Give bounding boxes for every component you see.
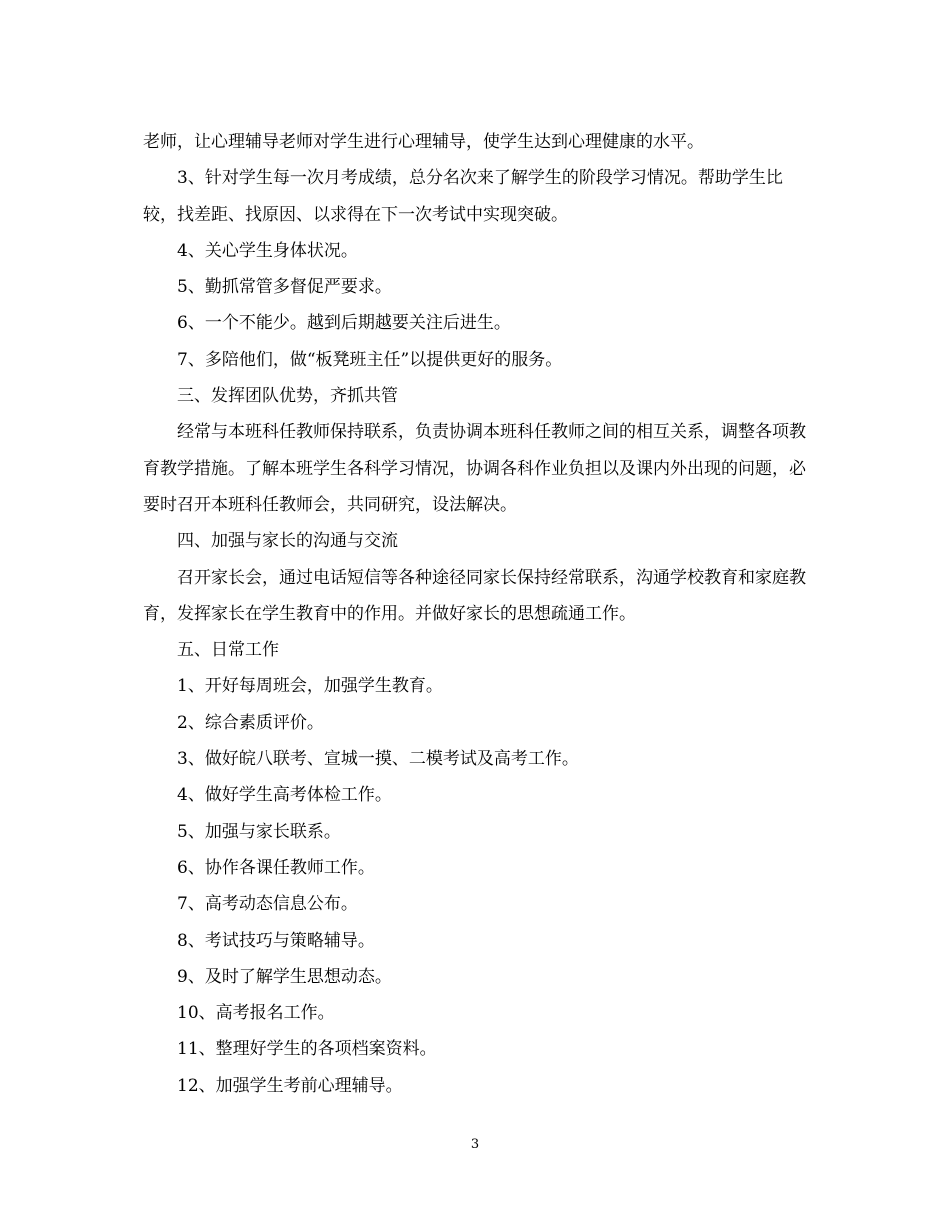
paragraph: 4、关心学生身体状况。 <box>177 240 358 261</box>
list-item: 11、整理好学生的各项档案资料。 <box>177 1039 437 1060</box>
section-heading: 五、日常工作 <box>177 640 279 661</box>
list-item: 2、综合素质评价。 <box>177 712 324 733</box>
section-heading: 三、发挥团队优势，齐抓共管 <box>177 386 398 407</box>
list-item: 6、协作各课任教师工作。 <box>177 857 375 878</box>
paragraph: 5、勤抓常管多督促严要求。 <box>177 277 392 298</box>
list-item: 10、高考报名工作。 <box>177 1003 335 1024</box>
list-item: 5、加强与家长联系。 <box>177 821 341 842</box>
list-item: 4、做好学生高考体检工作。 <box>177 785 392 806</box>
list-item: 7、高考动态信息公布。 <box>177 894 358 915</box>
list-item: 3、做好皖八联考、宣城一摸、二模考试及高考工作。 <box>177 749 579 770</box>
paragraph: 6、一个不能少。越到后期越要关注后进生。 <box>177 313 511 334</box>
section-heading: 四、加强与家长的沟通与交流 <box>177 531 398 552</box>
paragraph: 召开家长会，通过电话短信等各种途径同家长保持经常联系，沟通学校教育和家庭教育，发挥家长在学生教育中的作用。并做好家长的思想疏通工作。 <box>143 567 806 624</box>
paragraph: 经常与本班科任教师保持联系，负责协调本班科任教师之间的相互关系，调整各项教育教学措施。了解本班学生各科学习情况，协调各科作业负担以及课内外出现的问题，必要时召开本班科任教师会，共同研究，设法解决。 <box>143 422 806 515</box>
list-item: 8、考试技巧与策略辅导。 <box>177 930 375 951</box>
list-item: 1、开好每周班会，加强学生教育。 <box>177 676 443 697</box>
paragraph: 7、多陪他们，做“板凳班主任”以提供更好的服务。 <box>177 349 563 370</box>
paragraph: 3、针对学生每一次月考成绩，总分名次来了解学生的阶段学习情况。帮助学生比较，找差距、找原因、以求得在下一次考试中实现突破。 <box>143 168 783 225</box>
paragraph: 老师，让心理辅导老师对学生进行心理辅导，使学生达到心理健康的水平。 <box>143 132 704 152</box>
body-text <box>143 124 813 1104</box>
list-item: 9、及时了解学生思想动态。 <box>177 966 392 987</box>
list-item: 12、加强学生考前心理辅导。 <box>177 1075 403 1096</box>
page-number: 3 <box>470 1137 480 1152</box>
